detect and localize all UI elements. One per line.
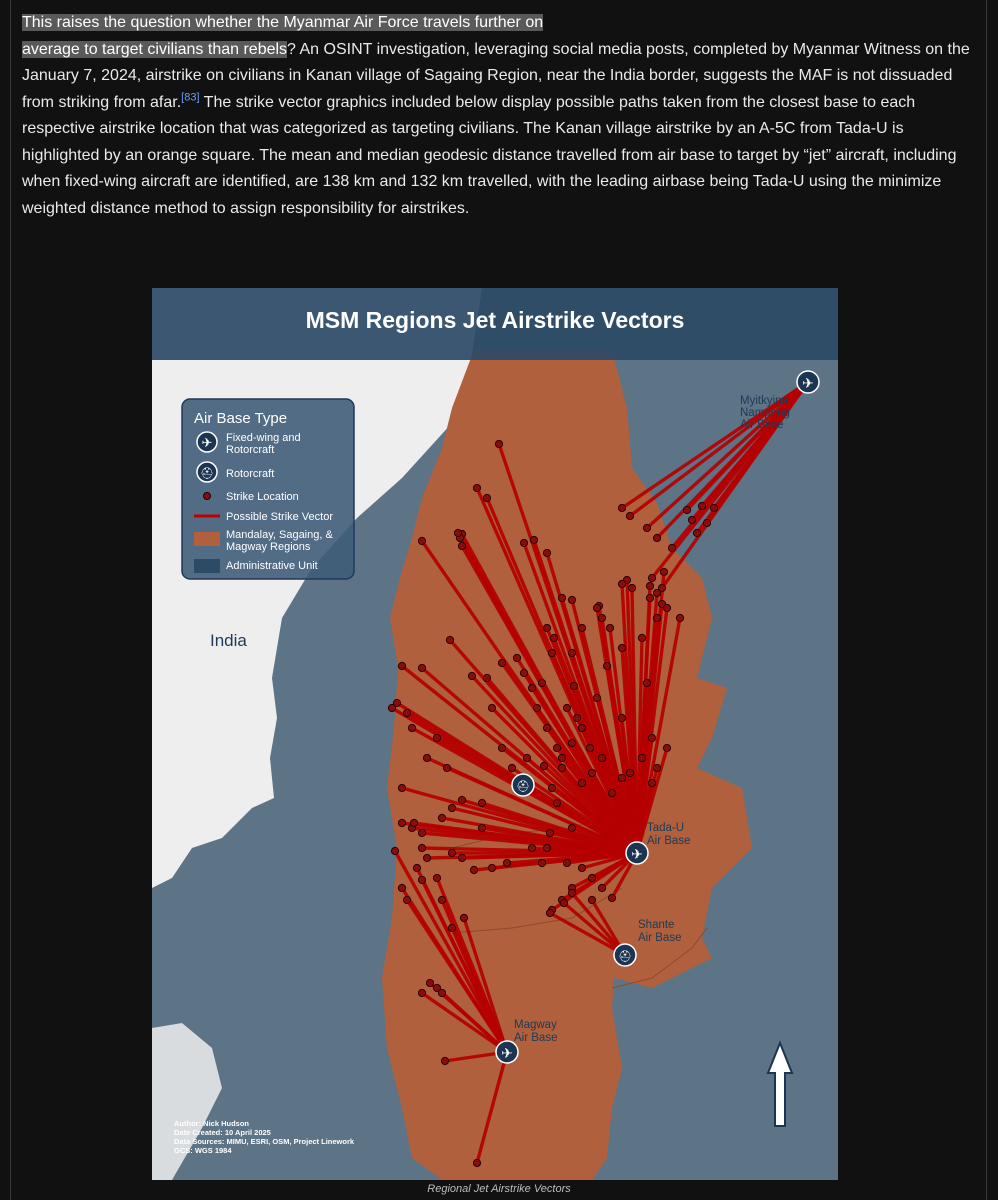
strike-location-marker: [418, 989, 425, 996]
strike-location-marker: [618, 504, 625, 511]
strike-location-marker: [663, 604, 670, 611]
strike-location-marker: [448, 849, 455, 856]
strike-location-marker: [426, 979, 433, 986]
strike-location-marker: [458, 542, 465, 549]
strike-location-marker: [653, 764, 660, 771]
strike-location-marker: [593, 694, 600, 701]
strike-location-marker: [454, 529, 461, 536]
strike-location-marker: [446, 636, 453, 643]
strike-location-marker: [683, 506, 690, 513]
strike-location-marker: [570, 682, 577, 689]
strike-location-marker: [423, 854, 430, 861]
content-frame-right: [986, 0, 987, 1200]
plane-icon: ✈: [501, 1046, 513, 1062]
strike-location-marker: [598, 614, 605, 621]
strike-location-marker: [676, 614, 683, 621]
strike-location-marker: [530, 536, 537, 543]
strike-location-marker: [410, 819, 417, 826]
strike-location-marker: [398, 662, 405, 669]
strike-location-marker: [578, 624, 585, 631]
legend-label-fixed-wing-1: Fixed-wing and: [226, 432, 301, 444]
strike-location-marker: [438, 989, 445, 996]
strike-location-marker: [478, 799, 485, 806]
strike-location-marker: [568, 889, 575, 896]
legend-label-vector: Possible Strike Vector: [226, 511, 333, 523]
article-paragraph: [22, 10, 977, 222]
strike-location-marker: [508, 764, 515, 771]
strike-location-marker: [563, 859, 570, 866]
legend-label-region-2: Magway Regions: [226, 541, 311, 553]
strike-location-marker: [495, 440, 502, 447]
strike-location-marker: [628, 584, 635, 591]
strike-location-marker: [550, 634, 557, 641]
svg-text:✈: ✈: [201, 436, 213, 451]
strike-location-marker: [523, 754, 530, 761]
strike-location-marker: [568, 824, 575, 831]
strike-location-marker: [618, 644, 625, 651]
strike-location-marker: [468, 672, 475, 679]
content-frame-left: [10, 0, 11, 1200]
air-base-rotorcraft-mid: [512, 774, 534, 796]
strike-location-marker: [423, 754, 430, 761]
strike-location-marker: [433, 734, 440, 741]
highlighted-text-line1: This raises the question whether the Myanmar Air Force travels further on: [22, 14, 544, 31]
legend-strike-icon: [204, 493, 211, 500]
strike-location-marker: [503, 859, 510, 866]
strike-location-marker: [698, 502, 705, 509]
strike-location-marker: [418, 664, 425, 671]
strike-location-marker: [520, 539, 527, 546]
strike-location-marker: [483, 494, 490, 501]
strike-location-marker: [598, 884, 605, 891]
strike-location-marker: [558, 594, 565, 601]
plane-icon: ✈: [631, 847, 643, 863]
credit-date: Date Created: 10 April 2025: [174, 1128, 271, 1137]
strike-location-marker: [403, 896, 410, 903]
strike-location-marker: [448, 804, 455, 811]
strike-location-marker: [618, 714, 625, 721]
strike-location-marker: [488, 704, 495, 711]
strike-location-marker: [553, 744, 560, 751]
strike-location-marker: [626, 769, 633, 776]
strike-location-marker: [646, 582, 653, 589]
strike-location-marker: [443, 764, 450, 771]
strike-location-marker: [643, 524, 650, 531]
strike-location-marker: [598, 754, 605, 761]
strike-location-marker: [418, 844, 425, 851]
strike-location-marker: [448, 924, 455, 931]
legend: [182, 399, 354, 579]
strike-location-marker: [483, 674, 490, 681]
strike-location-marker: [441, 1057, 448, 1064]
strike-location-marker: [498, 744, 505, 751]
strike-location-marker: [638, 634, 645, 641]
legend-label-strike: Strike Location: [226, 491, 299, 503]
strike-location-marker: [573, 714, 580, 721]
strike-location-marker: [618, 774, 625, 781]
strike-location-marker: [568, 596, 575, 603]
credit-gcs: GCS: WGS 1984: [174, 1146, 232, 1155]
strike-location-marker: [513, 654, 520, 661]
strike-location-marker: [398, 819, 405, 826]
helicopter-icon: ⛑: [618, 950, 632, 963]
strike-location-marker: [648, 574, 655, 581]
strike-location-marker: [388, 704, 395, 711]
strike-location-marker: [438, 814, 445, 821]
strike-location-marker: [578, 779, 585, 786]
strike-location-marker: [618, 580, 625, 587]
strike-location-marker: [626, 512, 633, 519]
legend-label-region-1: Mandalay, Sagaing, &: [226, 529, 333, 541]
strike-location-marker: [586, 744, 593, 751]
base-label-magway-1: Magway: [514, 1019, 557, 1031]
figure-caption: Regional Jet Airstrike Vectors: [427, 1183, 571, 1195]
base-label-shante-1: Shante: [638, 919, 675, 931]
strike-location-marker: [478, 824, 485, 831]
base-label-tadau-1: Tada-U: [647, 822, 685, 834]
legend-fixed-wing-icon: [197, 432, 217, 452]
strike-location-marker: [543, 624, 550, 631]
legend-title: Air Base Type: [194, 410, 288, 427]
strike-location-marker: [488, 864, 495, 871]
legend-admin-swatch: [194, 559, 220, 573]
legend-rotorcraft-icon: [197, 462, 217, 482]
strike-location-marker: [413, 864, 420, 871]
strike-location-marker: [558, 764, 565, 771]
strike-location-marker: [520, 669, 527, 676]
strike-location-marker: [663, 744, 670, 751]
strike-location-marker: [653, 534, 660, 541]
strike-location-marker: [588, 769, 595, 776]
helicopter-icon: ⛑: [516, 780, 530, 793]
strike-location-marker: [578, 864, 585, 871]
base-label-myitkyina-2: Nampong: [740, 407, 790, 419]
strike-location-marker: [553, 799, 560, 806]
strike-location-marker: [433, 874, 440, 881]
paragraph-text-2: The strike vector graphics included below display possible paths taken from the closest base to each respective airstrike location that was categorized as targeting civilians. The Kanan village airstrike by an A-5C from Tada-U is highlighted by an orange square. The mean and median geodesic distance travelled from air base to target by “jet” aircraft, including when fixed-wing aircraft are identified, are 138 km and 132 km travelled, with the leading airbase being Tada-U using the minimize weighted distance method to assign responsibility for airstrikes.: [22, 93, 957, 217]
legend-label-rotorcraft: Rotorcraft: [226, 468, 275, 480]
base-label-myitkyina-1: Myitkyina: [740, 395, 788, 407]
legend-region-swatch: [194, 532, 220, 546]
svg-text:⛑: ⛑: [200, 467, 214, 480]
base-label-shante-2: Air Base: [638, 932, 682, 944]
plane-icon: ✈: [802, 376, 814, 392]
base-label-magway-2: Air Base: [514, 1032, 558, 1044]
strike-location-marker: [408, 724, 415, 731]
strike-location-marker: [498, 659, 505, 666]
strike-location-marker: [538, 679, 545, 686]
strike-location-marker: [398, 784, 405, 791]
citation-link[interactable]: [83]: [181, 91, 200, 104]
strike-location-marker: [710, 504, 717, 511]
strike-location-marker: [560, 899, 567, 906]
strike-location-marker: [458, 796, 465, 803]
strike-location-marker: [548, 784, 555, 791]
country-label-india: India: [210, 631, 247, 650]
strike-location-marker: [546, 829, 553, 836]
strike-location-marker: [458, 854, 465, 861]
strike-location-marker: [568, 649, 575, 656]
strike-location-marker: [546, 909, 553, 916]
strike-location-marker: [606, 624, 613, 631]
strike-location-marker: [558, 754, 565, 761]
strike-location-marker: [603, 662, 610, 669]
legend-label-fixed-wing-2: Rotorcraft: [226, 444, 275, 456]
strike-location-marker: [398, 884, 405, 891]
strike-location-marker: [540, 762, 547, 769]
strike-location-marker: [418, 876, 425, 883]
strike-location-marker: [418, 537, 425, 544]
strike-location-marker: [608, 894, 615, 901]
strike-location-marker: [568, 739, 575, 746]
strike-location-marker: [543, 549, 550, 556]
strike-location-marker: [608, 789, 615, 796]
strike-location-marker: [643, 679, 650, 686]
strike-location-marker: [533, 704, 540, 711]
strike-location-marker: [391, 847, 398, 854]
highlighted-text-line2: average to target civilians than rebels: [22, 40, 288, 58]
strike-location-marker: [438, 896, 445, 903]
strike-location-marker: [470, 866, 477, 873]
strike-location-marker: [646, 594, 653, 601]
strike-location-marker: [473, 484, 480, 491]
base-label-myitkyina-3: Air Base: [740, 419, 784, 431]
strike-location-marker: [543, 844, 550, 851]
paragraph-text-1: ? An OSINT investigation, leveraging social media posts, completed by Myanmar Witness on the January 7, 2024, airstrike on civilians in Kanan village of Sagaing Region, near the India border, suggests the MAF is not dissuaded from striking from afar.: [22, 40, 970, 111]
strike-location-marker: [418, 829, 425, 836]
credit-sources: Data Sources: MIMU, ESRI, OSM, Project Linework: [174, 1137, 355, 1146]
strike-location-marker: [578, 724, 585, 731]
strike-location-marker: [473, 1159, 480, 1166]
strike-location-marker: [588, 874, 595, 881]
strike-location-marker: [648, 734, 655, 741]
credit-author: Author: Nick Hudson: [174, 1119, 249, 1128]
strike-location-marker: [548, 649, 555, 656]
legend-label-admin: Administrative Unit: [226, 560, 318, 572]
strike-location-marker: [668, 544, 675, 551]
strike-location-marker: [593, 604, 600, 611]
map-figure: [152, 288, 838, 1180]
strike-location-marker: [703, 519, 710, 526]
strike-location-marker: [528, 684, 535, 691]
strike-location-marker: [588, 896, 595, 903]
strike-location-marker: [688, 516, 695, 523]
strike-location-marker: [648, 779, 655, 786]
strike-location-marker: [563, 704, 570, 711]
base-label-tadau-2: Air Base: [647, 835, 691, 847]
strike-location-marker: [543, 724, 550, 731]
strike-location-marker: [403, 709, 410, 716]
strike-location-marker: [638, 754, 645, 761]
strike-location-marker: [653, 614, 660, 621]
map-title: MSM Regions Jet Airstrike Vectors: [305, 307, 685, 333]
strike-location-marker: [693, 529, 700, 536]
strike-location-marker: [528, 844, 535, 851]
strike-location-marker: [538, 859, 545, 866]
strike-location-marker: [460, 914, 467, 921]
strike-location-marker: [653, 589, 660, 596]
strike-location-marker: [660, 568, 667, 575]
